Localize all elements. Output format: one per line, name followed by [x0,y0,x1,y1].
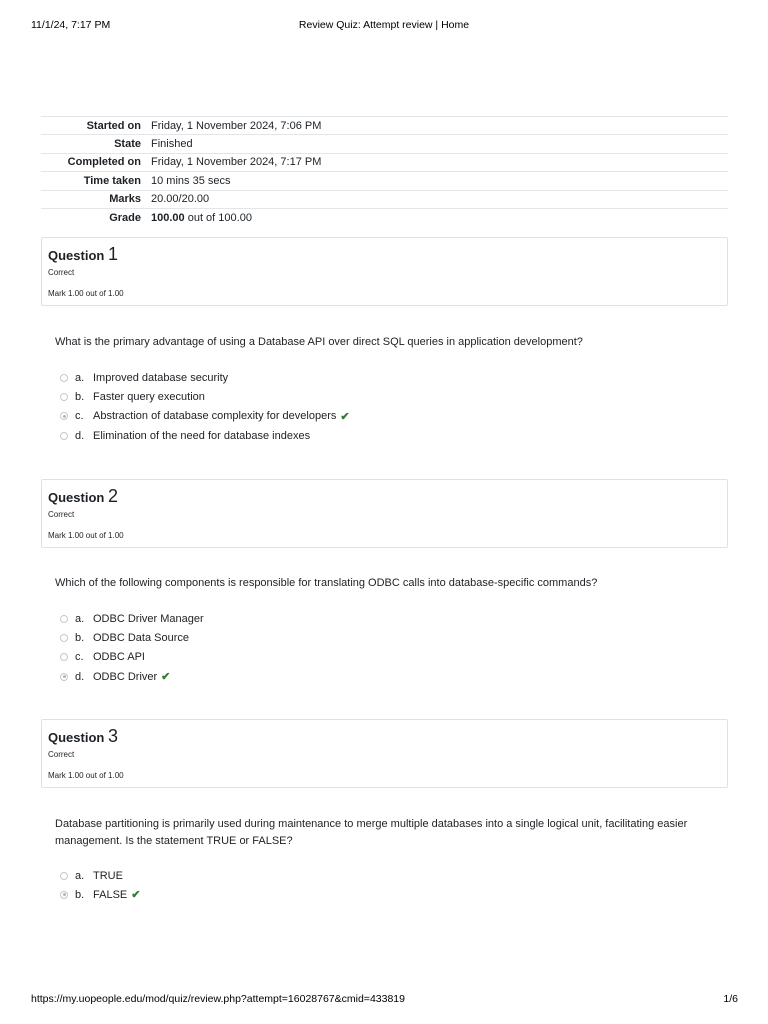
summary-label: Marks [109,193,141,206]
answer-letter: c. [75,410,84,423]
question-heading: Question [48,730,105,745]
answer-text: ODBC API [93,651,145,664]
grade-label: Grade [109,211,141,224]
question-3-info [41,719,728,788]
question-2-info [41,479,728,548]
radio-icon[interactable] [60,432,68,440]
summary-label: Started on [86,119,141,132]
answer-letter: d. [75,670,85,683]
answer-text: Faster query execution [93,390,205,403]
question-number: 3 [107,726,118,746]
question-2-answers [60,609,204,686]
question-state: Correct [48,510,75,519]
answer-text: Elimination of the need for database indexes [93,429,311,442]
answer-option-selected[interactable] [60,667,204,686]
check-icon: ✔ [340,410,350,423]
answer-option[interactable] [60,628,204,647]
answer-letter: a. [75,371,85,384]
answer-option[interactable] [60,609,204,628]
print-header [0,19,768,33]
answer-letter: b. [75,888,85,901]
answer-option[interactable] [60,387,350,406]
question-3-text: Database partitioning is primarily used during maintenance to merge multiple databases into a single logical unit, facilitating easier management. Is the statement TRUE or FALSE? [55,818,688,847]
question-heading: Question [48,490,105,505]
answer-letter: a. [75,869,85,882]
question-grade: Mark 1.00 out of 1.00 [48,771,124,780]
answer-text: ODBC Driver Manager [93,612,204,625]
answer-option[interactable] [60,866,140,885]
radio-selected-icon[interactable] [60,891,68,899]
print-page-number: 1/6 [723,993,738,1005]
answer-letter: c. [75,651,84,664]
question-number: 1 [107,244,118,264]
answer-letter: a. [75,612,85,625]
radio-icon[interactable] [60,634,68,642]
answer-text: Abstraction of database complexity for developers [93,410,337,423]
radio-icon[interactable] [60,872,68,880]
print-url: https://my.uopeople.edu/mod/quiz/review.php?attempt=16028767&cmid=433819 [31,993,405,1005]
answer-text: FALSE [93,888,128,901]
summary-value: 10 mins 35 secs [151,174,231,187]
summary-row [41,172,728,190]
question-1-info [41,237,728,306]
check-icon: ✔ [131,889,141,902]
radio-icon[interactable] [60,374,68,382]
attempt-summary-table [41,116,728,227]
summary-value: Friday, 1 November 2024, 7:17 PM [151,156,322,169]
answer-text: TRUE [93,869,123,882]
answer-option[interactable] [60,368,350,387]
question-grade: Mark 1.00 out of 1.00 [48,289,124,298]
grade-value [151,208,728,226]
summary-label: State [114,138,141,151]
summary-value: Finished [151,138,193,151]
question-1-text: What is the primary advantage of using a Database API over direct SQL queries in application development? [55,336,583,348]
summary-value: Friday, 1 November 2024, 7:06 PM [151,119,322,132]
question-state: Correct [48,750,75,759]
answer-option-selected[interactable] [60,885,140,904]
question-3-answers [60,866,140,905]
grade-score: 100.00 [151,211,185,224]
summary-row [41,153,728,171]
radio-selected-icon[interactable] [60,673,68,681]
question-title [48,486,118,507]
print-datetime: 11/1/24, 7:17 PM [31,19,111,31]
question-heading: Question [48,248,105,263]
question-grade: Mark 1.00 out of 1.00 [48,531,124,540]
question-title [48,244,118,265]
answer-letter: b. [75,390,85,403]
answer-letter: b. [75,631,85,644]
summary-row [41,190,728,208]
radio-icon[interactable] [60,653,68,661]
radio-icon[interactable] [60,615,68,623]
radio-icon[interactable] [60,393,68,401]
check-icon: ✔ [161,671,171,684]
grade-out-of: out of 100.00 [184,211,252,224]
answer-option[interactable] [60,426,350,445]
summary-row [41,135,728,153]
print-footer [0,993,768,1007]
question-2-text: Which of the following components is responsible for translating ODBC calls into database-specific commands? [55,577,598,589]
summary-value: 20.00/20.00 [151,193,210,206]
summary-row [41,117,728,135]
summary-row-grade [41,208,728,226]
summary-label: Time taken [83,174,141,187]
question-number: 2 [107,486,118,506]
answer-text: ODBC Data Source [93,631,189,644]
radio-selected-icon[interactable] [60,412,68,420]
answer-option-selected[interactable] [60,407,350,426]
print-page-title: Review Quiz: Attempt review | Home [298,19,470,31]
summary-label: Completed on [67,156,141,169]
answer-option[interactable] [60,648,204,667]
question-state: Correct [48,268,75,277]
answer-letter: d. [75,429,85,442]
answer-text: ODBC Driver [93,670,158,683]
question-1-answers [60,368,350,445]
question-title [48,726,118,747]
answer-text: Improved database security [93,371,229,384]
